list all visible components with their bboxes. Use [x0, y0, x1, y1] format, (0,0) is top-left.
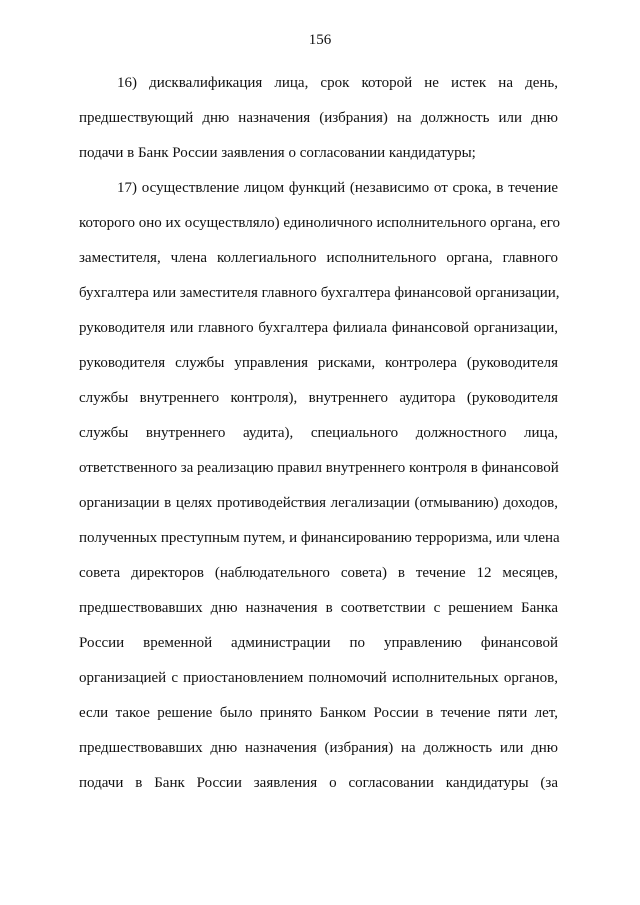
text-line: ответственного за реализацию правил внутреннего контроля в финансовой [79, 460, 559, 476]
text-line: подачи в Банк России заявления о согласовании кандидатуры (за [79, 775, 558, 791]
text-line: предшествовавших дню назначения в соответствии с решением Банка [79, 600, 558, 616]
text-line: полученных преступным путем, и финансированию терроризма, или члена [79, 530, 560, 546]
text-line: предшествующий дню назначения (избрания) на должность или дню [79, 110, 558, 126]
text-line: службы внутреннего контроля), внутреннего аудитора (руководителя [79, 390, 558, 406]
text-line: организацией с приостановлением полномочий исполнительных органов, [79, 670, 558, 686]
text-line: если такое решение было принято Банком России в течение пяти лет, [79, 705, 558, 721]
text-line: заместителя, члена коллегиального исполнительного органа, главного [79, 250, 558, 266]
text-line: России временной администрации по управлению финансовой [79, 635, 558, 651]
text-line: руководителя службы управления рисками, контролера (руководителя [79, 355, 558, 371]
text-line: 16) дисквалификация лица, срок которой не истек на день, [117, 75, 558, 91]
text-line: организации в целях противодействия легализации (отмыванию) доходов, [79, 495, 558, 511]
text-line: совета директоров (наблюдательного совета) в течение 12 месяцев, [79, 565, 558, 581]
document-body [79, 66, 561, 801]
paragraph-17 [79, 171, 561, 801]
text-line: предшествовавших дню назначения (избрания) на должность или дню [79, 740, 558, 756]
text-line: бухгалтера или заместителя главного бухгалтера финансовой организации, [79, 285, 560, 301]
paragraph-16 [79, 66, 558, 171]
text-line: руководителя или главного бухгалтера филиала финансовой организации, [79, 320, 558, 336]
text-line: подачи в Банк России заявления о согласовании кандидатуры; [79, 145, 476, 161]
text-line: службы внутреннего аудита), специального должностного лица, [79, 425, 558, 441]
page-number: 156 [308, 32, 332, 48]
text-line: 17) осуществление лицом функций (независимо от срока, в течение [117, 180, 558, 196]
text-line: которого оно их осуществляло) единоличного исполнительного органа, его [79, 215, 561, 231]
